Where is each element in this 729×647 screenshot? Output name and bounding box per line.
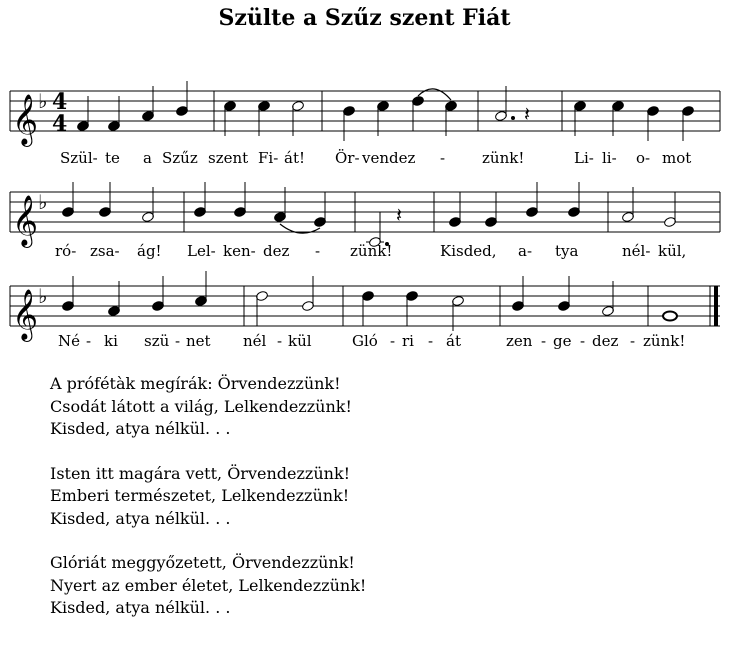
lyric: szü [144,332,170,350]
lyrics-3 [58,332,685,350]
lyric: vendez [362,149,416,167]
verse-3 [50,463,366,531]
treble-clef: 𝄞 [12,94,39,145]
lyric: zen [506,332,533,350]
lyric: zsa- [90,242,120,260]
lyric: át [446,332,461,350]
lyric: kül [288,332,312,350]
lyric: Fi- [258,149,279,167]
lyric: tya [555,242,579,260]
lyric: dez [263,242,290,260]
lyric: - [277,332,283,350]
svg-text:𝄽: 𝄽 [524,102,531,126]
lyric: Gló [352,332,378,350]
lyric: mot [662,149,692,167]
lyric: - [175,332,181,350]
flat-sign: ♭ [38,190,48,214]
lyric: nél- [622,242,651,260]
lyric: a- [518,242,533,260]
lyric: a [143,149,152,167]
time-sig-bottom: 4 [52,111,68,137]
flat-sign: ♭ [38,89,48,113]
verse-line: Isten itt magára vett, Örvendezzünk! [50,463,351,483]
lyric: te [105,149,120,167]
lyric: net [186,332,211,350]
verse-line: Kisded, atya nélkül. . . [50,508,231,528]
lyric: Ör- [335,149,360,167]
flat-sign: ♭ [38,284,48,308]
system-1 [10,81,720,167]
verse-line: A prófétàk megírák: Örvendezzünk! [50,374,341,393]
lyric: Szűz [162,149,198,167]
lyric: ken- [223,242,256,260]
lyric: Lel- [187,242,216,260]
lyric: - [86,332,92,350]
lyric: - [428,332,434,350]
system-2 [10,182,720,260]
lyric: ki [104,332,118,350]
svg-text:𝄽: 𝄽 [396,203,403,227]
staff-lines [10,192,720,232]
song-title: Szülte a Szűz szent Fiát [218,5,511,31]
verse-line: Kisded, atya nélkül. . . [50,419,231,438]
verse-2 [50,373,366,441]
lyric: zünk! [482,149,525,167]
lyric: szent [208,149,249,167]
lyric: - [390,332,396,350]
lyric: li- [602,149,617,167]
additional-verses [50,373,366,642]
lyric: dez [592,332,619,350]
lyric: ág! [137,242,162,260]
treble-clef: 𝄞 [12,195,39,246]
lyric: zünk! [350,242,393,260]
lyric: - [541,332,547,350]
verse-line: Kisded, atya nélkül. . . [50,598,231,617]
lyrics-2 [55,242,686,260]
verse-line: Csodát látott a világ, Lelkendezzünk! [50,396,352,416]
lyric: - [315,242,321,260]
lyric: kül, [658,242,687,260]
verse-4 [50,552,366,620]
lyric: át! [284,149,305,167]
lyric: ri [402,332,414,350]
lyrics-1 [60,149,691,167]
notes [61,271,677,331]
lyric: - [440,149,446,167]
final-barline [714,286,718,326]
lyric: Szül- [60,149,98,167]
verse-line: Emberi természetet, Lelkendezzünk! [50,486,350,505]
lyric: Kisded, [440,242,497,260]
lyric: ró- [55,242,77,260]
lyric: Li- [574,149,594,167]
lyric: ge [553,332,572,350]
lyric: - [580,332,586,350]
system-3 [10,271,720,350]
verse-line: Nyert az ember életet, Lelkendezzünk! [50,575,367,595]
treble-clef: 𝄞 [12,289,39,340]
time-sig-top: 4 [52,89,68,115]
lyric: Né [58,332,81,350]
lyric: nél [243,332,267,350]
verse-line: Glóriát meggyőzetett, Örvendezzünk! [50,553,355,572]
lyric: o- [636,149,651,167]
lyric: zünk! [643,332,686,350]
lyric: - [630,332,636,350]
